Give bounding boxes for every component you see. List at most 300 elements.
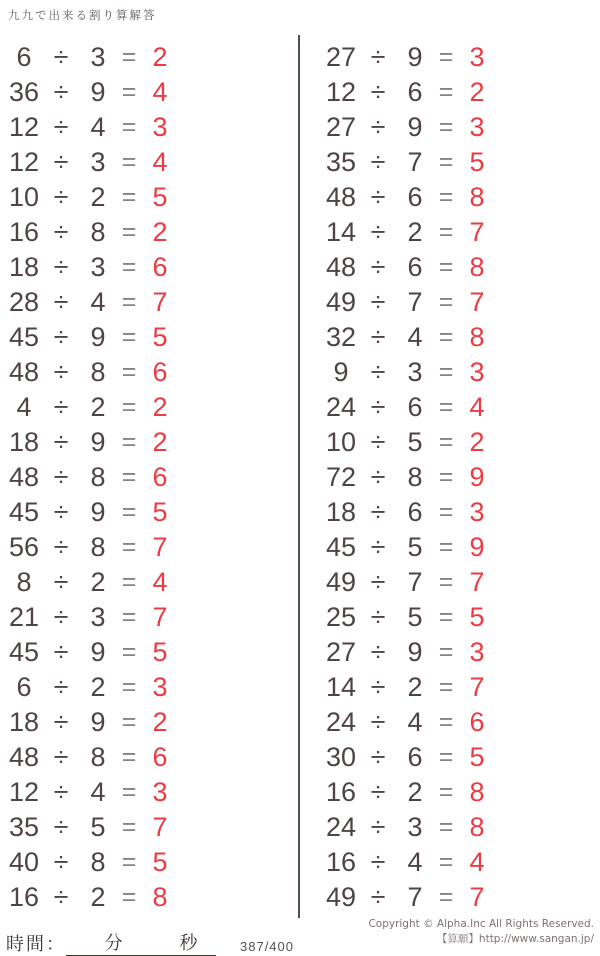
answer: 4 <box>469 847 485 877</box>
equals-sign: = <box>438 358 454 386</box>
equals-sign: = <box>121 498 137 526</box>
divide-sign: ÷ <box>53 112 69 142</box>
dividend: 36 <box>8 77 40 107</box>
problem-row <box>5 180 285 215</box>
answer: 3 <box>152 777 168 807</box>
divide-sign: ÷ <box>53 462 69 492</box>
dividend: 45 <box>8 497 40 527</box>
divisor: 8 <box>90 357 106 387</box>
problem-row <box>5 110 285 145</box>
divisor: 2 <box>90 182 106 212</box>
answer: 8 <box>469 812 485 842</box>
answer: 7 <box>469 882 485 912</box>
divide-sign: ÷ <box>370 147 386 177</box>
divisor: 2 <box>90 882 106 912</box>
answer: 9 <box>469 462 485 492</box>
divide-sign: ÷ <box>370 287 386 317</box>
problem-row <box>5 40 285 75</box>
equals-sign: = <box>121 148 137 176</box>
divisor: 2 <box>90 567 106 597</box>
answer: 2 <box>152 42 168 72</box>
dividend: 49 <box>325 567 357 597</box>
time-label: 時間： <box>6 934 66 954</box>
answer: 3 <box>152 112 168 142</box>
problem-row <box>322 565 600 600</box>
divide-sign: ÷ <box>53 147 69 177</box>
divisor: 6 <box>407 742 423 772</box>
answer: 7 <box>469 217 485 247</box>
equals-sign: = <box>438 568 454 596</box>
problem-row <box>322 460 600 495</box>
answer: 2 <box>152 392 168 422</box>
equals-sign: = <box>438 708 454 736</box>
problem-row <box>5 285 285 320</box>
answer: 8 <box>469 182 485 212</box>
time-entry-line <box>6 929 294 956</box>
divide-sign: ÷ <box>53 77 69 107</box>
divisor: 9 <box>90 427 106 457</box>
problem-row <box>322 495 600 530</box>
problem-row <box>5 845 285 880</box>
dividend: 12 <box>8 777 40 807</box>
answer: 4 <box>152 77 168 107</box>
answer: 2 <box>152 707 168 737</box>
divisor: 4 <box>407 847 423 877</box>
answer: 6 <box>469 707 485 737</box>
equals-sign: = <box>121 43 137 71</box>
answer: 6 <box>152 462 168 492</box>
answer: 6 <box>152 742 168 772</box>
divisor: 2 <box>407 217 423 247</box>
divide-sign: ÷ <box>370 392 386 422</box>
answer: 4 <box>469 392 485 422</box>
problem-row <box>5 320 285 355</box>
dividend: 9 <box>333 357 349 387</box>
equals-sign: = <box>438 638 454 666</box>
answer: 7 <box>469 287 485 317</box>
divide-sign: ÷ <box>53 287 69 317</box>
dividend: 14 <box>325 672 357 702</box>
problem-row <box>322 145 600 180</box>
answer: 2 <box>152 427 168 457</box>
divisor: 5 <box>407 427 423 457</box>
divisor: 3 <box>407 357 423 387</box>
equals-sign: = <box>121 743 137 771</box>
divisor: 9 <box>90 497 106 527</box>
divisor: 9 <box>407 112 423 142</box>
divide-sign: ÷ <box>53 602 69 632</box>
dividend: 35 <box>8 812 40 842</box>
dividend: 16 <box>325 847 357 877</box>
answer: 9 <box>469 532 485 562</box>
column-right <box>322 40 600 915</box>
equals-sign: = <box>438 883 454 911</box>
dividend: 27 <box>325 42 357 72</box>
copyright-notice <box>368 917 594 947</box>
answer: 8 <box>152 882 168 912</box>
problem-row <box>322 75 600 110</box>
divide-sign: ÷ <box>370 462 386 492</box>
problem-row <box>5 355 285 390</box>
divide-sign: ÷ <box>53 322 69 352</box>
problem-row <box>5 390 285 425</box>
divisor: 4 <box>90 777 106 807</box>
divide-sign: ÷ <box>53 42 69 72</box>
dividend: 24 <box>325 812 357 842</box>
divisor: 3 <box>90 147 106 177</box>
divide-sign: ÷ <box>370 777 386 807</box>
divisor: 7 <box>407 567 423 597</box>
dividend: 12 <box>325 77 357 107</box>
divisor: 6 <box>407 182 423 212</box>
divisor: 6 <box>407 497 423 527</box>
problem-row <box>5 600 285 635</box>
equals-sign: = <box>121 78 137 106</box>
dividend: 45 <box>8 637 40 667</box>
problem-row <box>5 495 285 530</box>
divisor: 4 <box>90 112 106 142</box>
equals-sign: = <box>438 603 454 631</box>
answer: 6 <box>152 357 168 387</box>
problem-row <box>322 600 600 635</box>
problem-row <box>322 810 600 845</box>
divide-sign: ÷ <box>53 637 69 667</box>
divide-sign: ÷ <box>53 812 69 842</box>
answer: 5 <box>152 182 168 212</box>
dividend: 24 <box>325 392 357 422</box>
divide-sign: ÷ <box>370 112 386 142</box>
divisor: 8 <box>90 462 106 492</box>
answer: 5 <box>152 847 168 877</box>
divisor: 6 <box>407 252 423 282</box>
equals-sign: = <box>438 78 454 106</box>
equals-sign: = <box>121 603 137 631</box>
divisor: 5 <box>407 532 423 562</box>
problem-row <box>5 810 285 845</box>
equals-sign: = <box>438 43 454 71</box>
equals-sign: = <box>438 673 454 701</box>
dividend: 18 <box>8 252 40 282</box>
dividend: 49 <box>325 882 357 912</box>
divisor: 7 <box>407 287 423 317</box>
column-divider <box>298 35 300 918</box>
time-blank-field <box>66 929 216 956</box>
dividend: 12 <box>8 147 40 177</box>
divide-sign: ÷ <box>370 672 386 702</box>
divide-sign: ÷ <box>370 707 386 737</box>
answer: 2 <box>469 427 485 457</box>
equals-sign: = <box>438 778 454 806</box>
dividend: 14 <box>325 217 357 247</box>
dividend: 18 <box>8 427 40 457</box>
equals-sign: = <box>438 218 454 246</box>
problem-row <box>5 250 285 285</box>
problem-row <box>322 635 600 670</box>
problem-row <box>5 145 285 180</box>
divide-sign: ÷ <box>53 532 69 562</box>
divisor: 4 <box>90 287 106 317</box>
score-badge: 387/400 <box>240 939 294 954</box>
minutes-label: 分 <box>104 933 123 953</box>
divisor: 7 <box>407 147 423 177</box>
dividend: 25 <box>325 602 357 632</box>
divisor: 3 <box>407 812 423 842</box>
dividend: 24 <box>325 707 357 737</box>
dividend: 48 <box>8 462 40 492</box>
answer: 7 <box>152 287 168 317</box>
divisor: 9 <box>90 77 106 107</box>
answer: 3 <box>469 42 485 72</box>
problem-row <box>322 530 600 565</box>
answer: 6 <box>152 252 168 282</box>
divisor: 3 <box>90 42 106 72</box>
equals-sign: = <box>438 463 454 491</box>
answer: 3 <box>152 672 168 702</box>
dividend: 18 <box>325 497 357 527</box>
divide-sign: ÷ <box>53 672 69 702</box>
copyright-line1: Copyright © Alpha.Inc All Rights Reserved. <box>368 918 594 930</box>
divisor: 5 <box>407 602 423 632</box>
divide-sign: ÷ <box>370 602 386 632</box>
problem-row <box>322 40 600 75</box>
equals-sign: = <box>121 638 137 666</box>
equals-sign: = <box>121 848 137 876</box>
page-title: 九九で出来る割り算解答 <box>8 8 157 22</box>
problem-row <box>322 110 600 145</box>
divide-sign: ÷ <box>370 427 386 457</box>
equals-sign: = <box>438 288 454 316</box>
dividend: 56 <box>8 532 40 562</box>
divisor: 8 <box>407 462 423 492</box>
problem-row <box>5 460 285 495</box>
problem-row <box>322 425 600 460</box>
answer: 7 <box>152 602 168 632</box>
equals-sign: = <box>438 323 454 351</box>
answer: 3 <box>469 357 485 387</box>
divisor: 9 <box>90 637 106 667</box>
divide-sign: ÷ <box>370 882 386 912</box>
equals-sign: = <box>438 393 454 421</box>
dividend: 48 <box>8 357 40 387</box>
equals-sign: = <box>438 183 454 211</box>
divide-sign: ÷ <box>370 637 386 667</box>
dividend: 72 <box>325 462 357 492</box>
divide-sign: ÷ <box>370 532 386 562</box>
answer: 5 <box>469 742 485 772</box>
divide-sign: ÷ <box>370 847 386 877</box>
dividend: 32 <box>325 322 357 352</box>
dividend: 48 <box>325 182 357 212</box>
equals-sign: = <box>438 813 454 841</box>
divide-sign: ÷ <box>53 742 69 772</box>
divide-sign: ÷ <box>53 777 69 807</box>
problem-row <box>5 635 285 670</box>
divide-sign: ÷ <box>370 42 386 72</box>
problem-row <box>5 670 285 705</box>
dividend: 21 <box>8 602 40 632</box>
problem-row <box>5 75 285 110</box>
divide-sign: ÷ <box>370 742 386 772</box>
answer: 7 <box>152 812 168 842</box>
equals-sign: = <box>121 708 137 736</box>
divide-sign: ÷ <box>370 252 386 282</box>
divisor: 4 <box>407 322 423 352</box>
divide-sign: ÷ <box>53 497 69 527</box>
divisor: 6 <box>407 77 423 107</box>
answer: 5 <box>152 497 168 527</box>
divisor: 5 <box>90 812 106 842</box>
divide-sign: ÷ <box>53 182 69 212</box>
column-left <box>5 40 285 915</box>
answer: 4 <box>152 147 168 177</box>
problem-row <box>322 880 600 915</box>
equals-sign: = <box>121 778 137 806</box>
answer: 5 <box>469 602 485 632</box>
problem-row <box>5 880 285 915</box>
dividend: 28 <box>8 287 40 317</box>
equals-sign: = <box>438 148 454 176</box>
equals-sign: = <box>121 113 137 141</box>
equals-sign: = <box>438 113 454 141</box>
divisor: 2 <box>90 392 106 422</box>
divide-sign: ÷ <box>370 812 386 842</box>
divisor: 2 <box>407 672 423 702</box>
equals-sign: = <box>121 428 137 456</box>
problem-row <box>322 670 600 705</box>
divide-sign: ÷ <box>370 217 386 247</box>
equals-sign: = <box>121 673 137 701</box>
answer: 7 <box>469 567 485 597</box>
divisor: 7 <box>407 882 423 912</box>
dividend: 30 <box>325 742 357 772</box>
divisor: 3 <box>90 602 106 632</box>
dividend: 16 <box>325 777 357 807</box>
divide-sign: ÷ <box>53 392 69 422</box>
equals-sign: = <box>121 393 137 421</box>
equals-sign: = <box>438 848 454 876</box>
divisor: 3 <box>90 252 106 282</box>
equals-sign: = <box>121 183 137 211</box>
dividend: 49 <box>325 287 357 317</box>
problem-row <box>5 775 285 810</box>
dividend: 16 <box>8 882 40 912</box>
dividend: 16 <box>8 217 40 247</box>
dividend: 40 <box>8 847 40 877</box>
problem-row <box>322 180 600 215</box>
divisor: 8 <box>90 532 106 562</box>
equals-sign: = <box>121 568 137 596</box>
equals-sign: = <box>438 253 454 281</box>
problem-row <box>322 355 600 390</box>
answer: 7 <box>469 672 485 702</box>
answer: 8 <box>469 777 485 807</box>
divisor: 9 <box>407 42 423 72</box>
divide-sign: ÷ <box>53 427 69 457</box>
dividend: 12 <box>8 112 40 142</box>
divisor: 9 <box>407 637 423 667</box>
divide-sign: ÷ <box>53 252 69 282</box>
dividend: 6 <box>16 672 32 702</box>
divide-sign: ÷ <box>370 497 386 527</box>
equals-sign: = <box>438 743 454 771</box>
dividend: 27 <box>325 637 357 667</box>
answer: 2 <box>469 77 485 107</box>
dividend: 27 <box>325 112 357 142</box>
equals-sign: = <box>121 358 137 386</box>
dividend: 8 <box>16 567 32 597</box>
answer: 2 <box>152 217 168 247</box>
divisor: 6 <box>407 392 423 422</box>
dividend: 4 <box>16 392 32 422</box>
divide-sign: ÷ <box>53 707 69 737</box>
answer: 8 <box>469 322 485 352</box>
equals-sign: = <box>121 218 137 246</box>
answer: 5 <box>152 322 168 352</box>
divisor: 2 <box>90 672 106 702</box>
equals-sign: = <box>121 253 137 281</box>
problem-row <box>5 565 285 600</box>
problem-row <box>5 530 285 565</box>
equals-sign: = <box>438 428 454 456</box>
answer: 4 <box>152 567 168 597</box>
divisor: 2 <box>407 777 423 807</box>
equals-sign: = <box>438 498 454 526</box>
dividend: 45 <box>325 532 357 562</box>
divide-sign: ÷ <box>53 567 69 597</box>
problem-row <box>322 705 600 740</box>
divisor: 8 <box>90 847 106 877</box>
seconds-label: 秒 <box>179 933 198 953</box>
problem-row <box>5 705 285 740</box>
equals-sign: = <box>121 288 137 316</box>
dividend: 35 <box>325 147 357 177</box>
divisor: 4 <box>407 707 423 737</box>
copyright-line2: 【算願】http://www.sangan.jp/ <box>436 933 594 945</box>
problem-row <box>322 740 600 775</box>
divisor: 9 <box>90 707 106 737</box>
divide-sign: ÷ <box>53 217 69 247</box>
problem-row <box>5 740 285 775</box>
equals-sign: = <box>121 883 137 911</box>
answer: 5 <box>469 147 485 177</box>
divide-sign: ÷ <box>53 882 69 912</box>
problem-row <box>5 425 285 460</box>
problem-row <box>5 215 285 250</box>
problem-row <box>322 845 600 880</box>
divide-sign: ÷ <box>53 847 69 877</box>
answer: 3 <box>469 112 485 142</box>
answer: 5 <box>152 637 168 667</box>
problem-row <box>322 250 600 285</box>
dividend: 10 <box>8 182 40 212</box>
dividend: 18 <box>8 707 40 737</box>
problem-row <box>322 390 600 425</box>
equals-sign: = <box>121 323 137 351</box>
divisor: 8 <box>90 742 106 772</box>
answer: 3 <box>469 497 485 527</box>
problem-row <box>322 320 600 355</box>
equals-sign: = <box>121 813 137 841</box>
divisor: 9 <box>90 322 106 352</box>
divide-sign: ÷ <box>370 182 386 212</box>
dividend: 45 <box>8 322 40 352</box>
dividend: 48 <box>325 252 357 282</box>
problem-row <box>322 215 600 250</box>
divide-sign: ÷ <box>53 357 69 387</box>
problem-row <box>322 285 600 320</box>
divide-sign: ÷ <box>370 322 386 352</box>
divide-sign: ÷ <box>370 357 386 387</box>
